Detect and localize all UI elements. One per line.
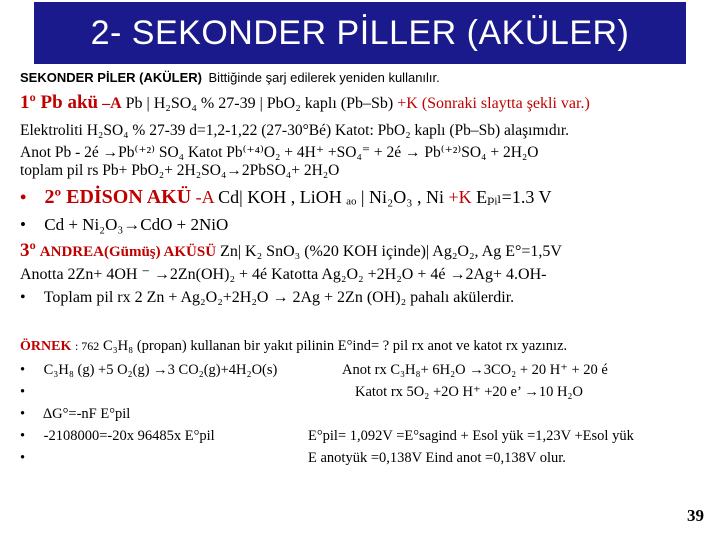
pb-line-4: toplam pil rs Pb+ PbO₂+ 2H₂SO₄→2PbSO₄+ 2H₂O [20,162,340,179]
edison-reaction: Cd + Ni₂O₃→CdO + 2NiO [44,215,229,234]
pb-line-2: Elektroliti H₂SO₄ % 27-39 d=1,2-1,22 (27-30°Bé) Katot: PbO₂ kaplı (Pb–Sb) alaşımıdır. [20,122,570,139]
example-right-5: E anotyük =0,138V Eind anot =0,138V olur. [308,450,566,466]
pb-note: (Sonraki slaytta şekli var.) [421,95,590,112]
edison-anode: -A [195,187,214,207]
example-left-3: ΔG°=-nF E°pil [42,406,131,422]
example-label: ÖRNEK [20,339,72,354]
edison-epil: Eₚᵢₗ=1.3 V [476,187,552,207]
andrea-num: 3º [20,240,36,261]
intro-text: Bittiğinde şarj edilerek yeniden kullanılır. [208,70,440,85]
pb-line-1 [20,92,590,114]
bullet: • [20,450,26,466]
pb-label: 1º Pb akü [20,92,99,113]
edison-cathode: +K [448,187,472,207]
pb-anode: –A [102,95,122,112]
example-number: : 762 [74,339,100,353]
edison-reaction-line [20,215,228,235]
bullet: • [20,428,26,444]
example-right-4: E°pil= 1,092V =E°sagind + Esol yük =1,23V +Esol yük [308,428,634,444]
pb-line-3: Anot Pb - 2é →Pb⁽⁺²⁾ SO₄ Katot Pb⁽⁺⁴⁾O₂ + 4H⁺ +SO₄⁼ + 2é → Pb⁽⁺²⁾SO₄ + 2H₂O [20,144,539,161]
andrea-line-2: Anotta 2Zn+ 4OH ⁻ →2Zn(OH)₂ + 4é Katotta Ag₂O₂ +2H₂O + 4é →2Ag+ 4.OH- [20,266,547,283]
example-row-4 [20,428,215,445]
andrea-cell: Zn| K₂ SnO₃ (%20 KOH içinde)| Ag₂O₂, Ag E°=1,5V [220,243,562,260]
edison-cell: Cd| KOH , LiOH ₐₒ | Ni₂O₃ , Ni [218,187,445,207]
bullet: • [20,406,26,422]
bullet: • [20,384,26,400]
bullet: • [20,187,27,207]
pb-cell: Pb | H₂SO₄ % 27-39 | PbO₂ kaplı (Pb–Sb) [125,95,394,112]
intro-line [20,70,440,86]
example-left-4: -2108000=-20x 96485x E°pil [43,428,215,444]
example-row-5 [20,450,40,467]
intro-heading: SEKONDER PİLER (AKÜLER) [20,70,203,85]
bullet: • [20,215,26,234]
bullet: • [20,362,26,378]
pb-cathode: +K [397,95,418,112]
bullet: • [20,289,26,306]
andrea-line-1 [20,240,562,262]
andrea-line-3 [20,289,514,307]
example-row-1 [20,362,277,379]
edison-label: 2º EDİSON AKÜ [44,186,192,208]
example-right-1: Anot rx C₃H₈+ 6H₂O →3CO₂ + 20 H⁺ + 20 é [342,362,608,378]
page-number: 39 [687,506,704,525]
andrea-total: Toplam pil rx 2 Zn + Ag₂O₂+2H₂O → 2Ag + 2Zn (OH)₂ pahalı akülerdir. [43,289,515,306]
example-right-2: Katot rx 5O₂ +2O H⁺ +20 e’ →10 H₂O [355,384,583,400]
title-banner [34,2,686,64]
example-row-2 [20,384,40,401]
example-row-3 [20,406,130,423]
edison-line [20,186,552,209]
page-title: 2- SEKONDER PİLLER (AKÜLER) [90,13,630,52]
example-question: C₃H₈ (propan) kullanan bir yakıt pilinin E°ind= ? pil rx anot ve katot rx yazınız. [102,338,568,354]
andrea-label: ANDREA(Gümüş) AKÜSÜ [39,244,217,260]
example-left-1: C₃H₈ (g) +5 O₂(g) →3 CO₂(g)+4H₂O(s) [43,362,278,378]
example-line [20,338,567,355]
